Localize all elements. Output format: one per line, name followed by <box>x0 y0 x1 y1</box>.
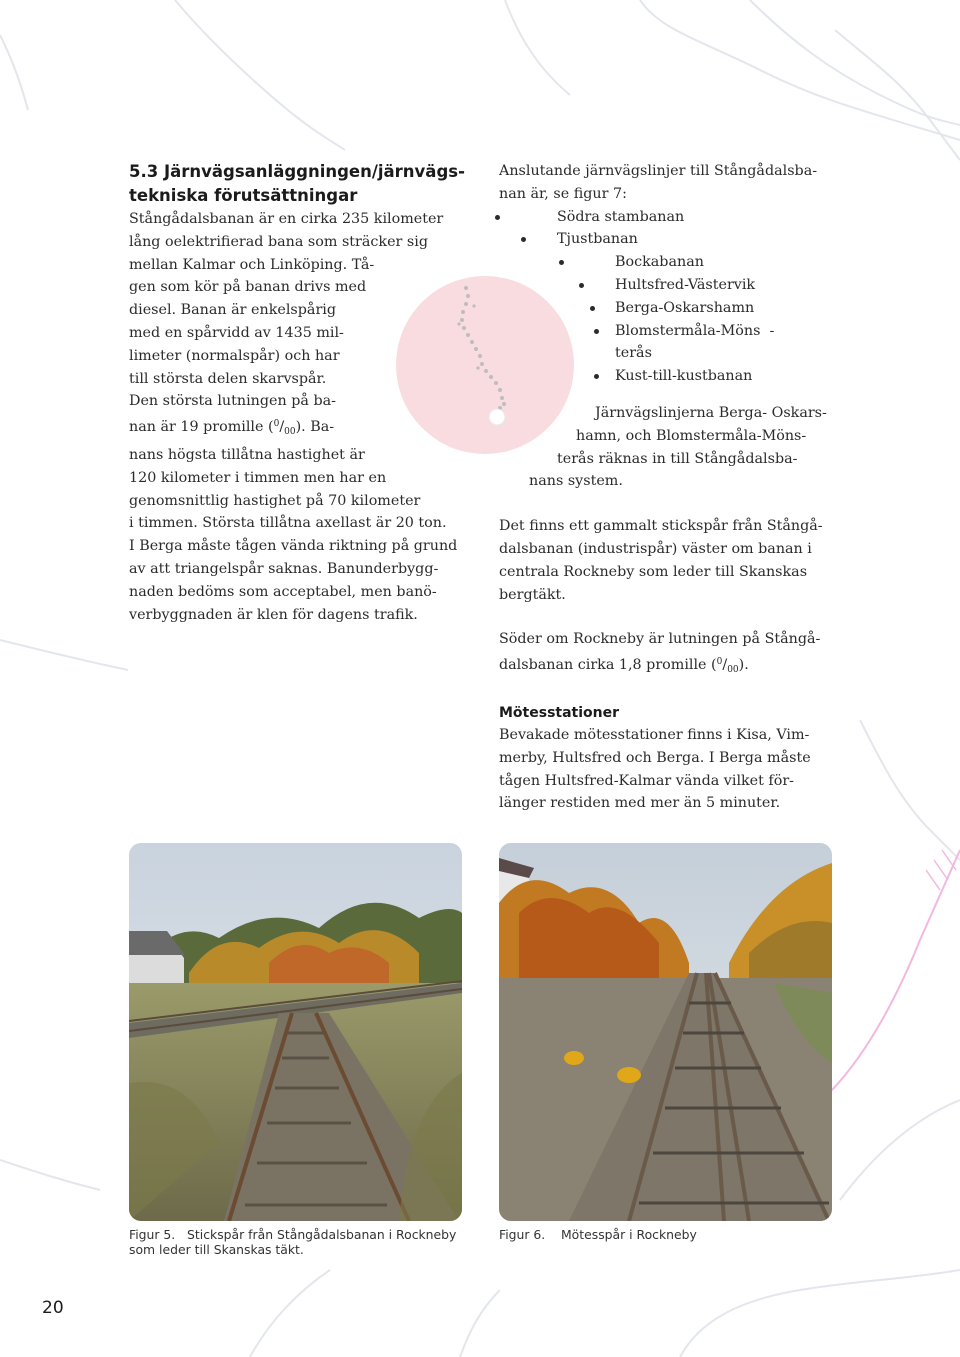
subheading-motesstationer: Mötesstationer <box>499 704 620 721</box>
text-line: nans högsta tillåtna hastighet är <box>129 446 365 463</box>
section-heading <box>129 160 469 208</box>
text-line: genomsnittlig hastighet på 70 kilometer <box>129 492 421 509</box>
text-line: Det finns ett gammalt stickspår från Stångå- <box>499 518 823 535</box>
list-item: terås <box>615 345 652 362</box>
text-line: mellan Kalmar och Linköping. Tå- <box>129 256 375 273</box>
text-line: nan är, se figur 7: <box>499 185 627 202</box>
list-item: Berga-Oskarshamn <box>499 297 839 320</box>
railway-lines-list <box>499 206 839 388</box>
text-line: till största delen skarvspår. <box>129 370 327 387</box>
paragraph-system <box>499 402 839 493</box>
gradient-pre: nan är 19 promille ( <box>129 419 274 436</box>
photo-motesspar <box>499 843 832 1221</box>
figure-5-caption <box>129 1227 469 1257</box>
text-line: gen som kör på banan drivs med <box>129 279 367 296</box>
text-line: av att triangelspår saknas. Banunderbygg- <box>129 560 439 577</box>
list-item: Kust-till-kustbanan <box>499 365 839 388</box>
text-line: Bevakade mötesstationer finns i Kisa, Vim- <box>499 726 810 743</box>
text-line: länger restiden med mer än 5 minuter. <box>499 795 781 812</box>
left-column <box>129 160 469 626</box>
section-title-line2: tekniska förutsättningar <box>129 186 358 205</box>
permille-sign: $^0/_{00}$ <box>716 657 739 676</box>
text-line: dalsbanan (industrispår) väster om banan i <box>499 540 812 557</box>
text-line: verbyggnaden är klen för dagens trafik. <box>129 606 418 623</box>
gradient-line: dalsbanan cirka 1,8 promille $(^0/_{00})$. <box>499 657 749 676</box>
left-body <box>129 208 469 626</box>
caption-line: Figur 5. Stickspår från Stångådalsbanan i Rockneby <box>129 1227 457 1242</box>
text-line: Den största lutningen på ba- <box>129 393 336 410</box>
text-line: terås räknas in till Stångådalsba- <box>557 450 798 467</box>
text-line: diesel. Banan är enkelspårig <box>129 302 336 319</box>
section-title-line1: Järnvägsanläggningen/järnvägs- <box>163 162 465 181</box>
list-item: Bockabanan <box>499 251 839 274</box>
right-column <box>499 160 839 815</box>
figure-6-caption <box>499 1227 832 1242</box>
photo-stickspar-image <box>129 843 462 1221</box>
list-item: Södra stambanan <box>499 206 839 229</box>
paragraph-gradient-south <box>499 628 839 682</box>
text-line: bergtäkt. <box>499 586 566 603</box>
text-line: Söder om Rockneby är lutningen på Stångå- <box>499 631 821 648</box>
photo-stickspar <box>129 843 462 1221</box>
permille-sign: $^0/_{00}$ <box>273 419 296 438</box>
section-number: 5.3 <box>129 162 159 181</box>
text-line: med en spårvidd av 1435 mil- <box>129 324 344 341</box>
page-number: 20 <box>42 1298 64 1318</box>
text-line: I Berga måste tågen vända riktning på grund <box>129 538 458 555</box>
photo-motesspar-image <box>499 843 832 1221</box>
gradient-line <box>129 413 469 444</box>
text-line: Järnvägslinjerna Berga- Oskars- <box>595 404 827 421</box>
text-line: tågen Hultsfred-Kalmar vända vilket för- <box>499 772 794 789</box>
intro-paragraph <box>499 160 839 206</box>
text-line: Stångådalsbanan är en cirka 235 kilometer <box>129 211 444 227</box>
text-line: lång oelektrifierad bana som sträcker sig <box>129 233 428 250</box>
list-item: Hultsfred-Västervik <box>499 274 839 297</box>
text-line: centrala Rockneby som leder till Skanskas <box>499 563 808 580</box>
text-line: Anslutande järnvägslinjer till Stångådalsba- <box>499 163 818 179</box>
paragraph-motesstationer <box>499 724 839 815</box>
text-line: i timmen. Största tillåtna axellast är 20 ton. <box>129 515 447 532</box>
caption-line: Figur 6. Mötesspår i Rockneby <box>499 1227 697 1242</box>
text-line: 120 kilometer i timmen men har en <box>129 469 387 486</box>
text-line: limeter (normalspår) och har <box>129 347 340 364</box>
caption-line: som leder till Skanskas täkt. <box>129 1242 304 1257</box>
gradient-post: ). Ba- <box>295 419 335 436</box>
list-item: Blomstermåla-Möns - <box>499 320 839 343</box>
paragraph-stickspar <box>499 515 839 606</box>
text-line: hamn, och Blomstermåla-Möns- <box>576 427 807 444</box>
text-line: naden bedöms som acceptabel, men banö- <box>129 583 437 600</box>
list-item: Tjustbanan <box>499 228 839 251</box>
text-line: nans system. <box>529 473 623 490</box>
text-line: merby, Hultsfred och Berga. I Berga måste <box>499 749 811 766</box>
